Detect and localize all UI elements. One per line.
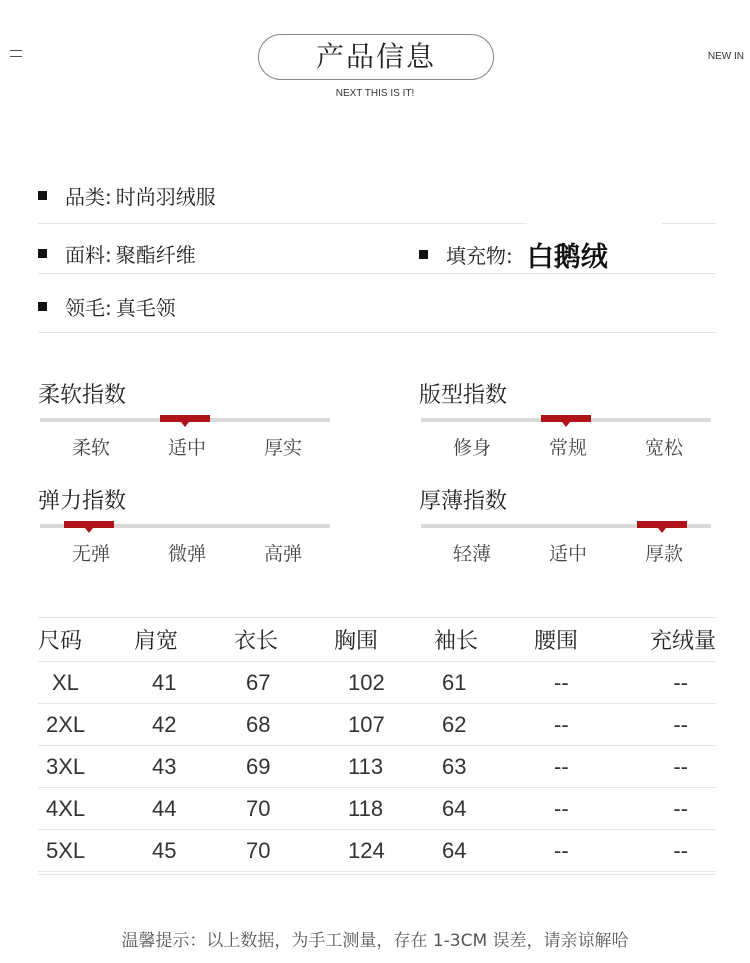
index-title: 版型指数 xyxy=(419,383,508,408)
table-cell: 70 xyxy=(234,830,334,872)
table-cell: 113 xyxy=(334,746,434,788)
index-option-label: 适中 xyxy=(167,437,206,459)
measurement-note: 温馨提示：以上数据，为手工测量，存在 1-3CM 误差，请亲谅解哈 xyxy=(121,931,629,951)
table-cell: -- xyxy=(534,830,632,872)
collar-value: 真毛领 xyxy=(115,296,176,320)
table-cell: 41 xyxy=(134,662,234,704)
category-value: 时尚羽绒服 xyxy=(115,185,216,209)
index-option-label: 微弹 xyxy=(167,543,206,565)
bullet-icon xyxy=(38,302,47,311)
index-option-label: 柔软 xyxy=(71,437,110,459)
table-cell: 68 xyxy=(234,704,334,746)
table-row xyxy=(38,746,716,788)
header-waist: 腰围 xyxy=(534,618,632,662)
size-cell: 3XL xyxy=(38,746,134,788)
index-option-label: 轻薄 xyxy=(452,543,491,565)
index-track xyxy=(421,418,711,422)
bullet-icon xyxy=(419,250,428,259)
info-filling xyxy=(419,235,608,274)
menu-icon[interactable] xyxy=(10,50,22,59)
index-option-label: 宽松 xyxy=(644,437,683,459)
category-label: 品类: xyxy=(65,185,112,209)
index-option-label: 厚款 xyxy=(644,543,683,565)
index-track xyxy=(40,418,330,422)
table-cell: 70 xyxy=(234,788,334,830)
filling-value: 白鹅绒 xyxy=(526,242,608,273)
table-row xyxy=(38,704,716,746)
table-cell: -- xyxy=(632,704,716,746)
table-cell: 61 xyxy=(434,662,534,704)
table-cell: -- xyxy=(534,704,632,746)
index-marker xyxy=(160,415,210,422)
table-cell: 44 xyxy=(134,788,234,830)
table-cell: 62 xyxy=(434,704,534,746)
index-track xyxy=(40,524,330,528)
index-marker xyxy=(64,521,114,528)
divider xyxy=(38,332,716,333)
table-header-row xyxy=(38,618,716,662)
table-cell: -- xyxy=(632,788,716,830)
table-cell: -- xyxy=(534,746,632,788)
index-title: 弹力指数 xyxy=(38,489,127,514)
bullet-icon xyxy=(38,249,47,258)
table-cell: -- xyxy=(534,662,632,704)
divider xyxy=(38,874,716,875)
table-cell: 63 xyxy=(434,746,534,788)
table-cell: -- xyxy=(632,746,716,788)
index-option-label: 适中 xyxy=(548,543,587,565)
index-option-label: 无弹 xyxy=(71,543,110,565)
table-row xyxy=(38,788,716,830)
table-cell: 45 xyxy=(134,830,234,872)
table-row xyxy=(38,830,716,872)
table-row xyxy=(38,662,716,704)
table-cell: 124 xyxy=(334,830,434,872)
index-title: 厚薄指数 xyxy=(419,489,508,514)
table-cell: 64 xyxy=(434,830,534,872)
collar-label: 领毛: xyxy=(65,296,112,320)
table-cell: 42 xyxy=(134,704,234,746)
index-option-label: 常规 xyxy=(548,437,587,459)
info-category xyxy=(38,181,216,210)
table-cell: 102 xyxy=(334,662,434,704)
header-chest: 胸围 xyxy=(334,618,434,662)
filling-label: 填充物: xyxy=(446,244,513,268)
index-marker xyxy=(637,521,687,528)
fabric-value: 聚酯纤维 xyxy=(115,243,196,267)
table-cell: 64 xyxy=(434,788,534,830)
page-subtitle: NEXT THIS IS IT! xyxy=(335,88,415,99)
index-title: 柔软指数 xyxy=(38,383,127,408)
divider xyxy=(662,223,716,224)
header-fill: 充绒量 xyxy=(632,618,716,662)
header-shoulder: 肩宽 xyxy=(134,618,234,662)
table-cell: -- xyxy=(632,830,716,872)
table-cell: 107 xyxy=(334,704,434,746)
fabric-label: 面料: xyxy=(65,243,112,267)
table-cell: 67 xyxy=(234,662,334,704)
header-length: 衣长 xyxy=(234,618,334,662)
size-cell: 4XL xyxy=(38,788,134,830)
index-option-label: 修身 xyxy=(452,437,491,459)
new-in-label: NEW IN xyxy=(707,51,744,62)
index-option-label: 高弹 xyxy=(263,543,302,565)
header-sleeve: 袖长 xyxy=(434,618,534,662)
divider xyxy=(38,273,716,274)
bullet-icon xyxy=(38,191,47,200)
table-cell: -- xyxy=(534,788,632,830)
table-cell: 43 xyxy=(134,746,234,788)
index-track xyxy=(421,524,711,528)
table-cell: 69 xyxy=(234,746,334,788)
index-marker xyxy=(541,415,591,422)
table-cell: 118 xyxy=(334,788,434,830)
size-table xyxy=(38,617,716,872)
size-cell: XL xyxy=(38,662,134,704)
info-fabric xyxy=(38,239,196,268)
index-option-label: 厚实 xyxy=(263,437,302,459)
header-size: 尺码 xyxy=(38,618,134,662)
divider xyxy=(38,223,527,224)
page-title: 产品信息 xyxy=(258,34,494,80)
table-cell: -- xyxy=(632,662,716,704)
size-cell: 5XL xyxy=(38,830,134,872)
info-collar xyxy=(38,292,176,321)
size-cell: 2XL xyxy=(38,704,134,746)
